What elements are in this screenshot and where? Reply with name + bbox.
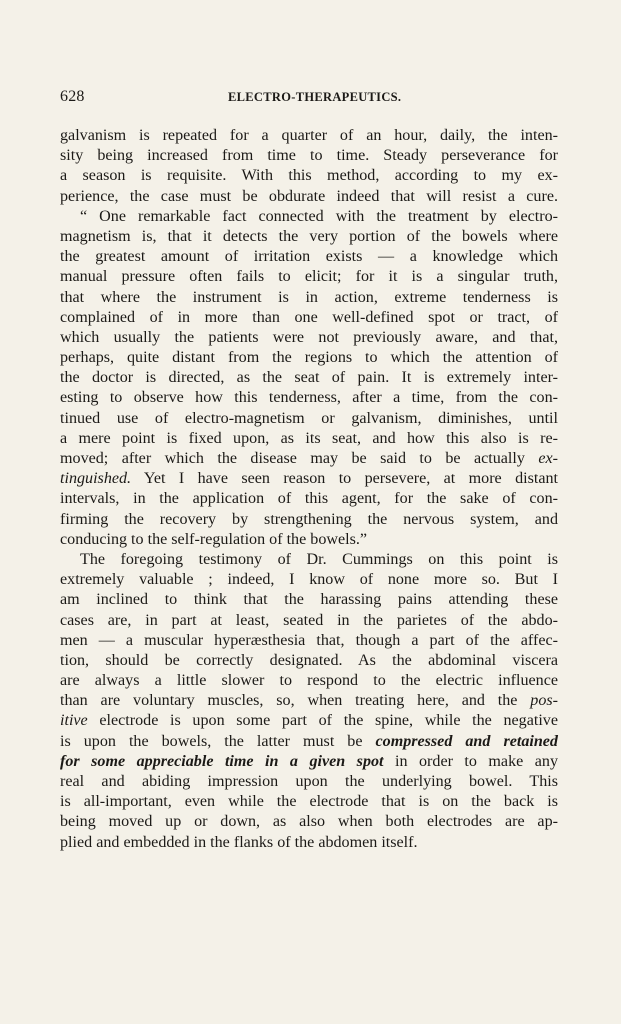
text-line: galvanism is repeated for a quarter of an hour, daily, the inten- [60,127,558,144]
running-head [60,88,565,108]
text-line: firming the recovery by strengthening the nervous system, and [60,510,558,528]
text-line: “ One remarkable fact connected with the treatment by electro- [80,207,558,225]
text-line: manual pressure often fails to elicit; for it is a singular truth, [60,268,558,286]
text-line: sity being increased from time to time. Steady perseverance for [60,147,558,165]
text-line: for some appreciable time in a given spot in order to make any [60,752,558,770]
text-line: conducing to the self-regulation of the bowels.” [60,530,368,548]
text-line: which usually the patients were not previously aware, and that, [60,328,558,346]
text-line: are always a little slower to respond to the electric influence [60,672,558,690]
text-line: a mere point is fixed upon, as its seat, and how this also is re- [60,429,558,447]
text-line: cases are, in part at least, seated in the parietes of the abdo- [60,611,558,629]
body-text [60,126,558,853]
text-line: am inclined to think that the harassing pains attending these [60,591,558,609]
running-title: ELECTRO-THERAPEUTICS. [228,90,402,104]
text-line: magnetism is, that it detects the very portion of the bowels where [60,227,558,245]
text-line: a season is requisite. With this method, according to my ex- [60,167,558,185]
text-line: moved; after which the disease may be said to be actually ex- [60,450,558,467]
text-line: complained of in more than one well-defined spot or tract, of [60,308,558,326]
text-line: is upon the bowels, the latter must be compressed and retained [60,732,558,750]
text-line: tinguished. Yet I have seen reason to persevere, at more distant [60,470,558,488]
text-line: real and abiding impression upon the underlying bowel. This [60,773,558,790]
text-line: is all-important, even while the electrode that is on the back is [60,793,558,811]
text-line: men — a muscular hyperæsthesia that, though a part of the affec- [60,631,558,649]
text-line: intervals, in the application of this agent, for the sake of con- [60,490,558,508]
text-line: being moved up or down, as also when both electrodes are ap- [60,813,558,831]
text-line: perience, the case must be obdurate indeed that will resist a cure. [60,187,558,205]
text-line: tion, should be correctly designated. As the abdominal viscera [60,651,558,669]
text-line: the doctor is directed, as the seat of pain. It is extremely inter- [60,369,558,387]
text-line: itive electrode is upon some part of the spine, while the negative [60,712,558,730]
text-line: that where the instrument is in action, extreme tenderness is [60,288,558,306]
page-number: 628 [60,88,85,105]
text-line: than are voluntary muscles, so, when treating here, and the pos- [60,692,558,710]
text-line: plied and embedded in the flanks of the abdomen itself. [60,833,418,851]
text-line: esting to observe how this tenderness, after a time, from the con- [60,389,558,407]
text-line: tinued use of electro-magnetism or galvanism, diminishes, until [60,409,558,427]
text-line: perhaps, quite distant from the regions to which the attention of [60,349,558,367]
text-line: the greatest amount of irritation exists — a knowledge which [60,248,558,266]
text-line: The foregoing testimony of Dr. Cummings on this point is [80,550,558,568]
text-line: extremely valuable ; indeed, I know of none more so. But I [60,571,558,589]
